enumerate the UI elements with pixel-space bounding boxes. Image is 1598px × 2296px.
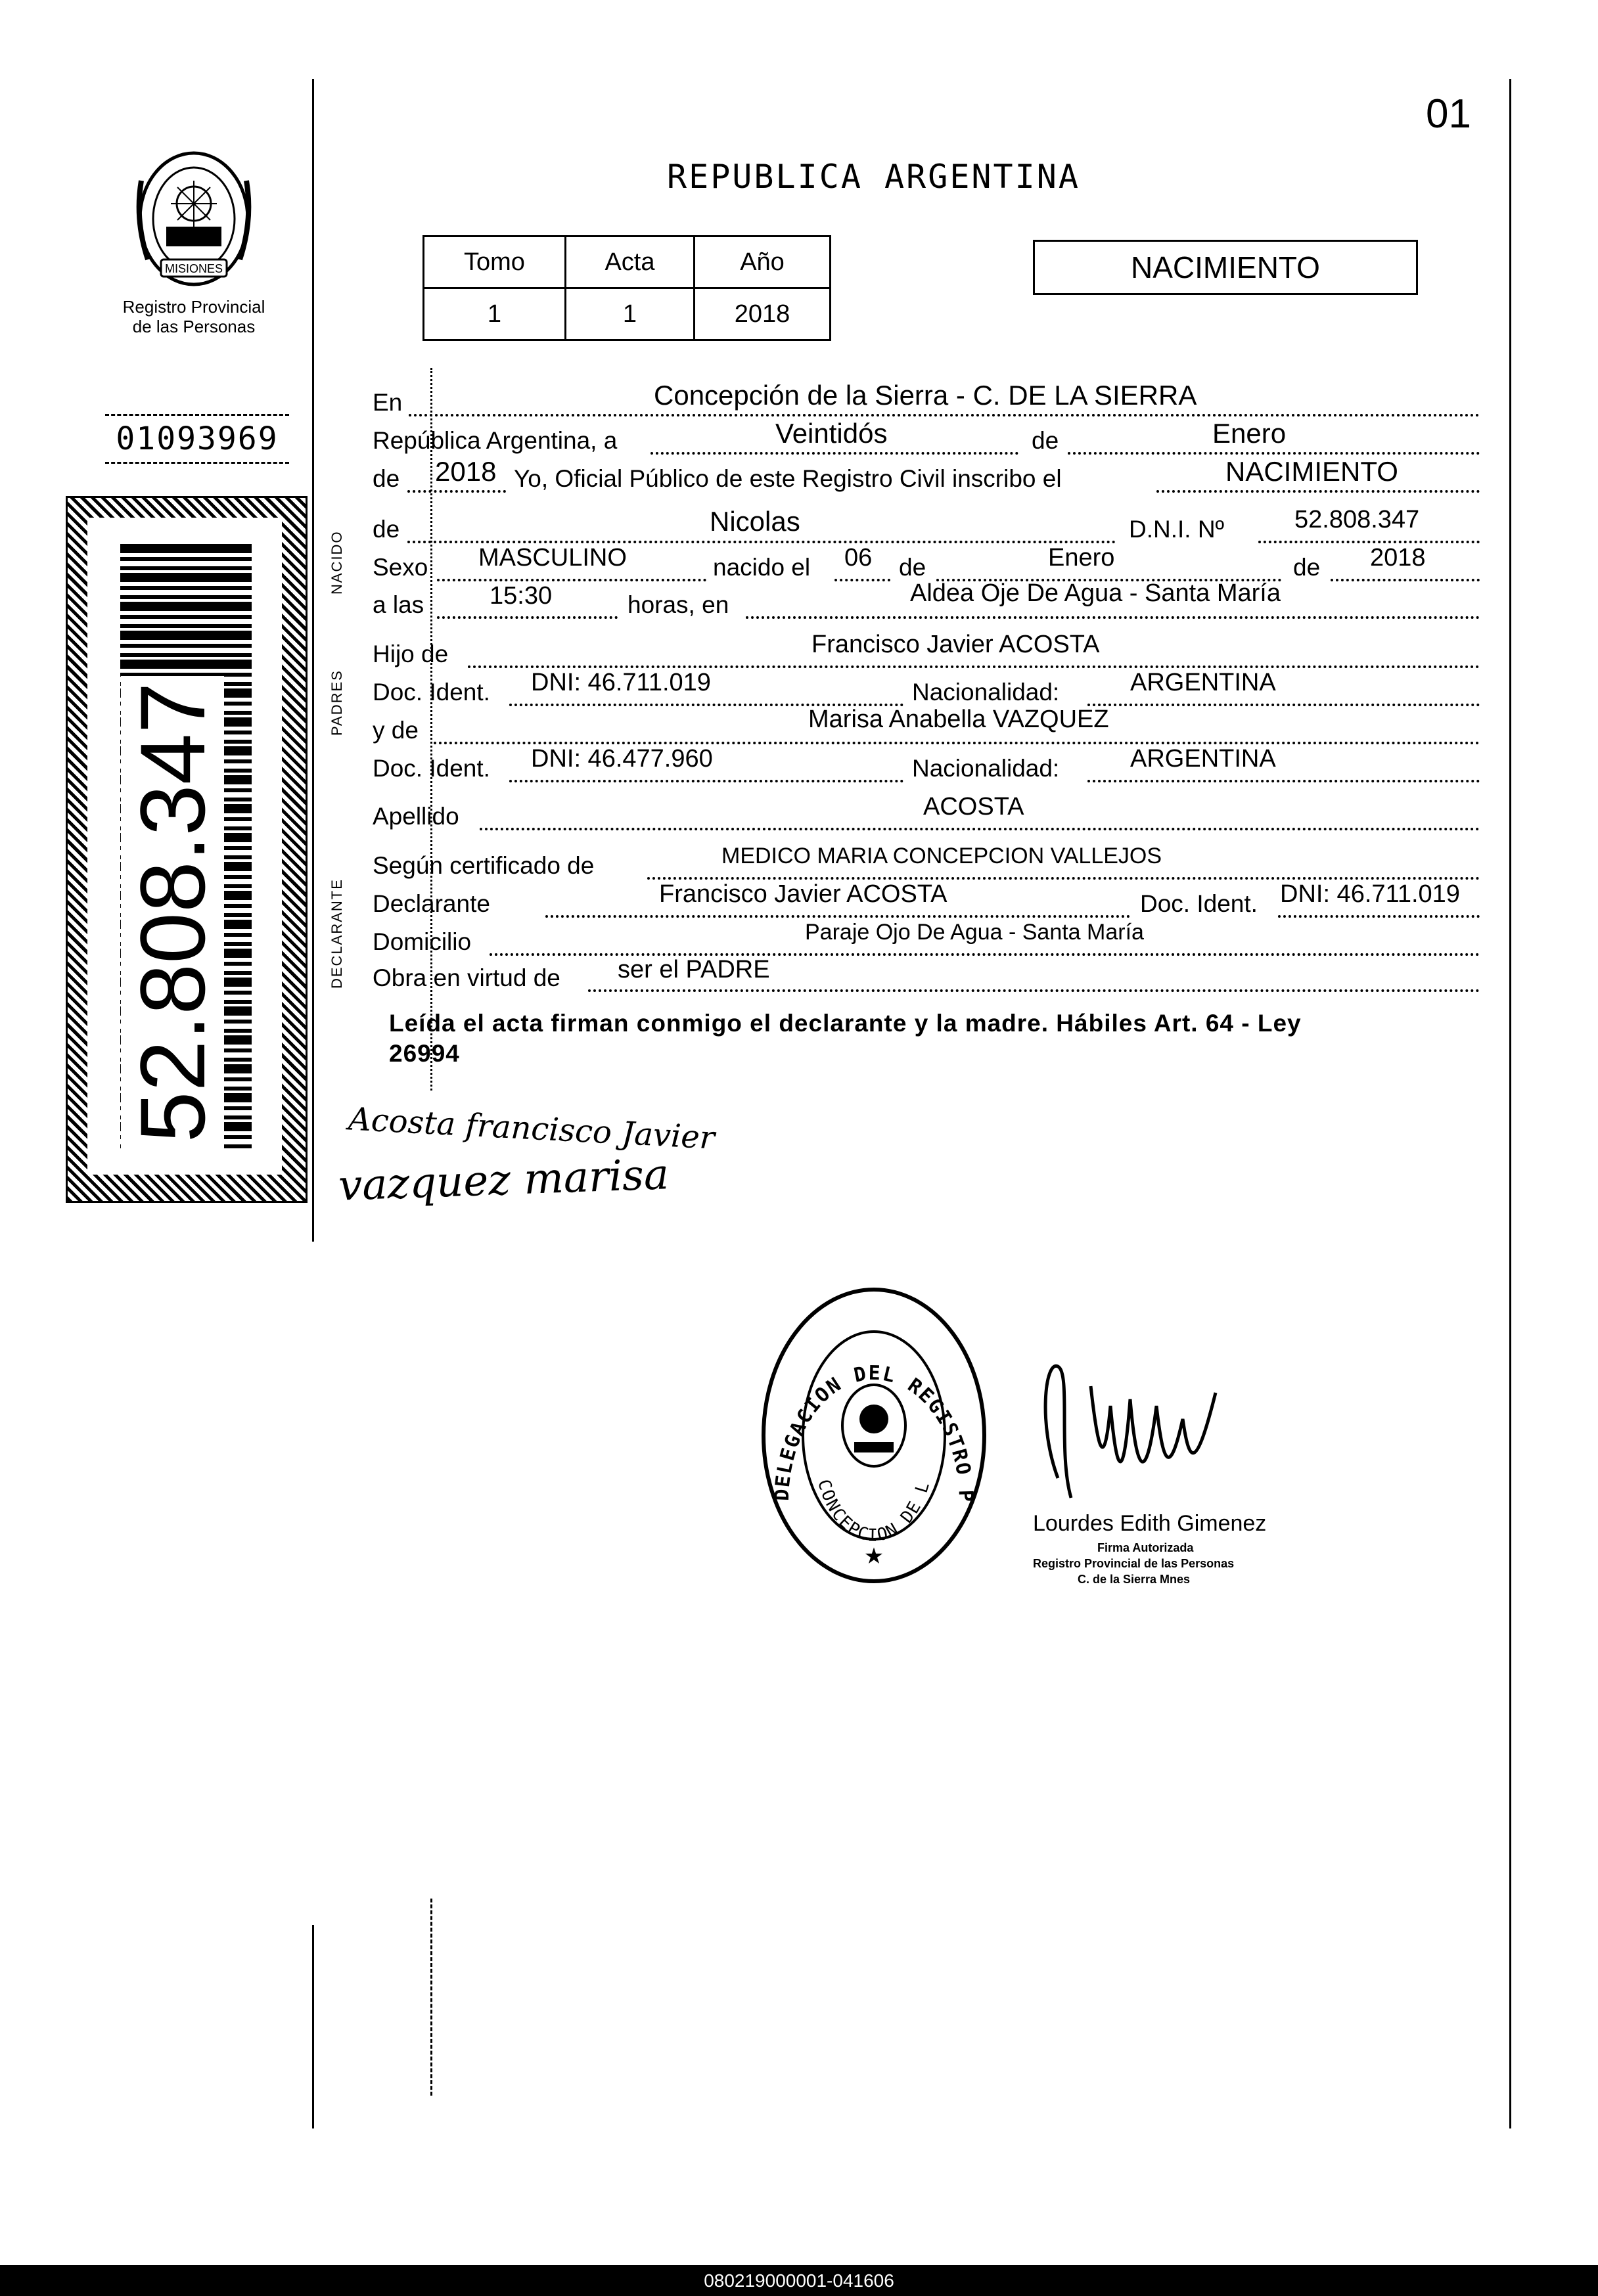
security-panel	[66, 496, 308, 1203]
mother-doc-label: Doc. Ident.	[373, 755, 490, 782]
nacido-el-label: nacido el	[713, 554, 811, 581]
svg-text:★: ★	[863, 1543, 884, 1569]
delegation-stamp-icon	[756, 1284, 992, 1587]
en-label: En	[373, 389, 403, 416]
father-doc-label: Doc. Ident.	[373, 679, 490, 706]
sexo-label: Sexo	[373, 554, 428, 581]
child-dni: 52.808.347	[1294, 506, 1420, 533]
section-nacido: NACIDO	[329, 530, 345, 595]
y-de-label: y de	[373, 717, 419, 744]
domicilio-label: Domicilio	[373, 928, 472, 955]
official-stamp	[756, 1284, 992, 1587]
official-office: Registro Provincial de las Personas	[1033, 1557, 1235, 1570]
stamp-inner-text: CONCEPCION DE L	[813, 1477, 934, 1546]
de2-label: de	[1293, 554, 1321, 581]
cert-label: Según certificado de	[373, 852, 595, 879]
de-label: de	[1032, 427, 1059, 454]
a-las-label: a las	[373, 591, 424, 618]
ref-value-ano: 2018	[695, 288, 831, 340]
closing-text: Leída el acta firman conmigo el declarante y la madre. Hábiles Art. 64 - Ley 26994	[389, 1010, 1302, 1067]
year-prefix-label: de	[373, 465, 400, 492]
barcode-number: 52.808.347	[121, 676, 224, 1150]
page-title: REPUBLICA ARGENTINA	[667, 158, 1080, 196]
child-name: Nicolas	[710, 506, 800, 537]
signature-father: Acosta francisco Javier	[347, 1100, 716, 1157]
province-seal-icon	[128, 141, 260, 292]
mother-nationality: ARGENTINA	[1130, 745, 1276, 773]
right-margin-line	[1509, 79, 1511, 2128]
cert-value: MEDICO MARIA CONCEPCION VALLEJOS	[721, 844, 1162, 868]
nacido-de-label: de	[373, 516, 400, 543]
footer-bar	[0, 2265, 1598, 2296]
signature-scribble-icon	[1032, 1347, 1308, 1518]
day-value: Veintidós	[775, 418, 888, 449]
signature-mother: vazquez marisa	[337, 1150, 670, 1211]
de1-label: de	[899, 554, 926, 581]
ref-value-tomo: 1	[424, 288, 566, 340]
father-nac-label: Nacionalidad:	[912, 679, 1060, 706]
obra-label: Obra en virtud de	[373, 964, 560, 991]
father-name: Francisco Javier ACOSTA	[811, 631, 1100, 658]
issuer-logo	[128, 141, 260, 296]
page-number: 01	[1426, 91, 1471, 137]
section-declarante: DECLARANTE	[329, 878, 345, 989]
obra-value: ser el PADRE	[618, 956, 770, 983]
year-value: 2018	[435, 456, 497, 487]
official-location: C. de la Sierra Mnes	[1078, 1573, 1191, 1586]
statement-text: Yo, Oficial Público de este Registro Civil inscribo el	[514, 465, 1062, 492]
horas-label: horas, en	[628, 591, 729, 618]
father-doc: DNI: 46.711.019	[531, 669, 711, 696]
footer-code: 080219000001-041606	[704, 2270, 894, 2291]
section-padres: PADRES	[329, 669, 345, 736]
apellido-label: Apellido	[373, 803, 459, 830]
ref-value-acta: 1	[565, 288, 694, 340]
place-value: Concepción de la Sierra - C. DE LA SIERRA	[654, 380, 1197, 411]
apellido-value: ACOSTA	[923, 793, 1024, 821]
stamp-outer-text: DELEGACION DEL REGISTRO P	[770, 1361, 978, 1504]
republica-label: República Argentina, a	[373, 427, 618, 454]
official-title: Firma Autorizada	[1097, 1541, 1194, 1554]
ref-header-tomo: Tomo	[424, 236, 566, 288]
birth-month: Enero	[1048, 544, 1115, 572]
birth-year: 2018	[1370, 544, 1426, 572]
fold-line-lower	[430, 1899, 432, 2096]
left-margin-line-lower	[312, 1925, 314, 2128]
mother-name: Marisa Anabella VAZQUEZ	[808, 706, 1109, 733]
declarante-value: Francisco Javier ACOSTA	[659, 880, 947, 908]
left-margin-line	[312, 79, 314, 1242]
dni-label: D.N.I. Nº	[1129, 516, 1225, 543]
birth-hour: 15:30	[490, 582, 553, 610]
mother-nac-label: Nacionalidad:	[912, 755, 1060, 782]
ref-header-ano: Año	[695, 236, 831, 288]
mother-doc: DNI: 46.477.960	[531, 745, 713, 773]
official-signature	[1032, 1347, 1308, 1521]
domicilio-value: Paraje Ojo De Agua - Santa María	[805, 920, 1144, 945]
sexo-value: MASCULINO	[478, 544, 627, 572]
doc-type-box: NACIMIENTO	[1033, 240, 1418, 295]
svg-text:DELEGACION DEL REGISTRO PROVIN	[756, 1284, 977, 1503]
record-type-value: NACIMIENTO	[1225, 456, 1398, 487]
official-name: Lourdes Edith Gimenez	[1033, 1511, 1267, 1536]
svg-text:CONCEPCION DE LA SIERRA	[756, 1284, 934, 1546]
barcode-area	[87, 518, 282, 1175]
issuer-name: Registro Provincial de las Personas	[122, 297, 265, 336]
month-value: Enero	[1212, 418, 1287, 449]
svg-text:MISIONES: MISIONES	[164, 262, 223, 275]
ref-header-acta: Acta	[565, 236, 694, 288]
reference-table	[422, 235, 831, 341]
serial-stamp: 01093969	[105, 414, 289, 464]
declarante-doc: DNI: 46.711.019	[1280, 880, 1460, 908]
birth-day: 06	[844, 544, 873, 572]
declarante-label: Declarante	[373, 890, 490, 917]
declarante-doc-label: Doc. Ident.	[1140, 890, 1258, 917]
birth-place: Aldea Oje De Agua - Santa María	[910, 579, 1281, 607]
hijo-de-label: Hijo de	[373, 641, 449, 667]
father-nationality: ARGENTINA	[1130, 669, 1276, 696]
